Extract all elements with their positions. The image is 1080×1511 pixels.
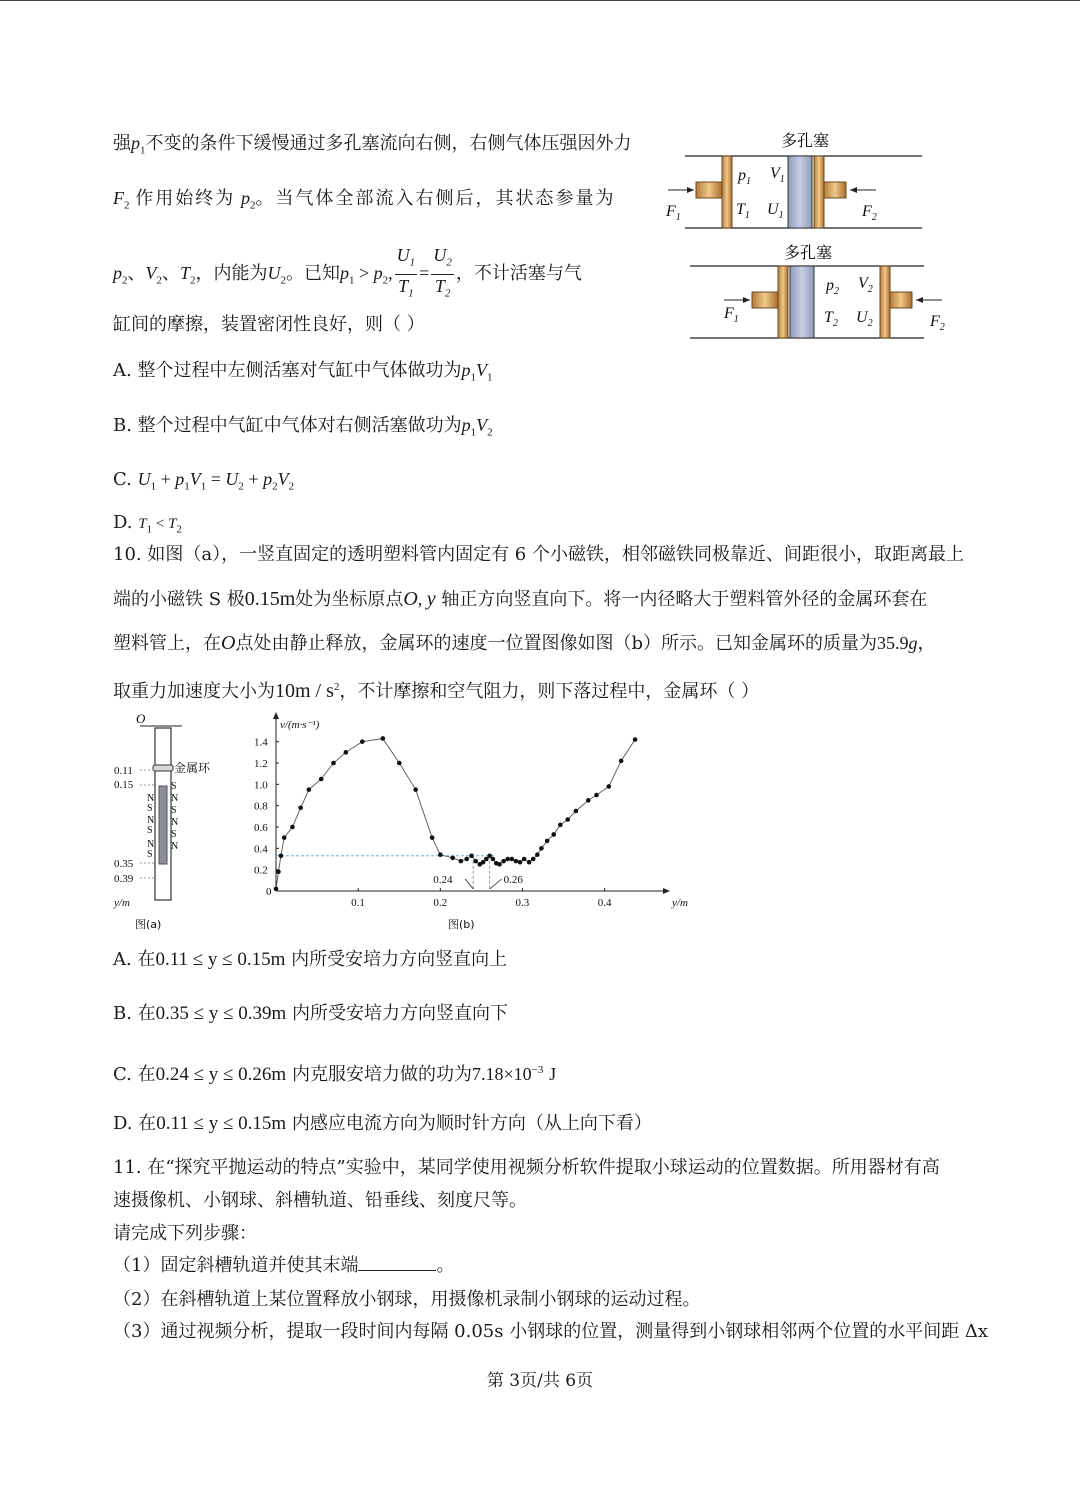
data-point — [360, 739, 365, 744]
svg-text:T1: $T_1$ — [736, 201, 750, 221]
pole-right: S — [171, 805, 177, 816]
q11-line2: 速摄像机、小钢球、斜槽轨道、铅垂线、刻度尺等。 — [113, 1190, 527, 1211]
data-point — [518, 860, 523, 865]
data-point — [397, 761, 402, 766]
tick-011: 0.11 — [114, 765, 133, 777]
data-point — [464, 857, 469, 862]
q9-line2: $F_2$ 作用始终为 $p_2$。当气体全部流入右侧后，其状态参量为 — [113, 188, 616, 212]
x-tick-label: 0.4 — [597, 897, 612, 909]
svg-text:T2: $T_2$ — [824, 309, 838, 329]
q10-line4: 取重力加速度大小为$10m / s^2$，不计摩擦和空气阻力，则下落过程中，金属环（ ） — [113, 680, 760, 702]
magnet-stack — [159, 786, 167, 864]
q11-step3: （3）通过视频分析，提取一段时间内每隔 0.05s 小钢球的位置，测量得到小钢球相邻两个位置的水平间距 Δx — [113, 1321, 989, 1342]
right-piston-rod-top — [824, 182, 846, 198]
data-point — [438, 852, 443, 857]
answer-blank[interactable] — [358, 1254, 436, 1271]
data-point — [527, 860, 532, 865]
y-tick-label: 1.2 — [254, 758, 268, 770]
data-point — [522, 857, 527, 862]
pole-right: N — [171, 793, 179, 804]
q10-line3: 塑料管上，在O点处由静止释放，金属环的速度一位置图像如图（b）所示。已知金属环的质量为35.9g， — [113, 632, 936, 654]
data-point — [514, 859, 519, 864]
q9-option-b: B. 整个过程中气缸中气体对右侧活塞做功为$p_1V_2$ — [113, 415, 493, 439]
svg-text:V1: $V_1$ — [770, 165, 785, 185]
annotation-024: 0.24 — [433, 874, 453, 886]
y-axis-label: v/(m·s⁻¹) — [280, 719, 320, 731]
svg-text:U1: $U_1$ — [767, 201, 784, 221]
q11-line3: 请完成下列步骤： — [113, 1223, 257, 1244]
data-point — [594, 793, 599, 798]
x-tick-label: 0.1 — [351, 897, 365, 909]
q9-figure — [660, 122, 960, 352]
data-point — [574, 809, 579, 814]
data-point — [413, 787, 418, 792]
data-point — [545, 839, 550, 844]
right-piston-rod-bottom — [890, 292, 912, 308]
q10-option-b: B. 在0.35 ≤ y ≤ 0.39m 内所受安培力方向竖直向下 — [113, 1003, 509, 1024]
origin-tick-label: 0 — [266, 886, 272, 898]
pole-right: S — [171, 781, 177, 792]
q9-line1: 强$p_1$不变的条件下缓慢通过多孔塞流向右侧，右侧气体压强因外力 — [113, 133, 632, 157]
pole-right: N — [171, 841, 179, 852]
data-point — [450, 856, 455, 861]
data-point — [469, 854, 474, 859]
annotation-arrow — [490, 879, 502, 889]
pole-left: S — [147, 803, 153, 814]
data-point — [565, 817, 570, 822]
data-point — [505, 857, 510, 862]
data-point — [298, 806, 303, 811]
data-point — [276, 870, 281, 875]
data-point — [344, 750, 349, 755]
svg-text:p2: $p_2$ — [826, 277, 839, 297]
y-tick-label: 0.4 — [254, 843, 268, 856]
y-tick-label: 1.4 — [254, 736, 268, 749]
svg-text:p1: $p_1$ — [738, 167, 751, 187]
data-point — [551, 832, 556, 837]
data-point — [381, 736, 386, 741]
data-point — [510, 857, 515, 862]
pole-left: N — [147, 839, 155, 850]
data-point — [497, 862, 502, 867]
data-point — [484, 857, 489, 862]
q10-figure-b-chart — [240, 708, 688, 936]
data-point — [319, 777, 324, 782]
svg-text:F1: $F_1$ — [724, 305, 739, 325]
chart-caption: 图(b) — [448, 918, 475, 931]
pole-left: N — [147, 815, 155, 826]
top-rule — [0, 0, 1080, 1]
x-axis-arrow — [663, 888, 670, 894]
svg-text:F2: $F_2$ — [862, 203, 877, 223]
left-piston-rod-bottom — [752, 292, 778, 308]
data-point — [430, 835, 435, 840]
q9-option-a: A. 整个过程中左侧活塞对气缸中气体做功为$p_1V_1$ — [113, 360, 493, 384]
data-point — [279, 854, 284, 859]
svg-text:V2: $V_2$ — [858, 275, 873, 295]
q9-option-c: C. $U_1 + p_1V_1 = U_2 + p_2V_2$ — [113, 469, 295, 493]
data-point — [501, 859, 506, 864]
tick-035: 0.35 — [114, 858, 134, 870]
left-piston-rod-top — [696, 182, 722, 198]
data-point — [473, 859, 478, 864]
data-point — [307, 787, 312, 792]
pole-left: S — [147, 825, 153, 836]
caption-a: 图(a) — [135, 918, 162, 931]
q10-line2: 端的小磁铁 S 极0.15m处为坐标原点O, y 轴正方向竖直向下。将一内径略大于塑料管外径的金属环套在 — [113, 588, 928, 610]
annotation-026: 0.26 — [503, 874, 523, 886]
data-point — [535, 852, 540, 857]
pole-right: N — [171, 817, 179, 828]
data-point — [290, 825, 295, 830]
q9-line4: 缸间的摩擦，装置密闭性良好，则（ ） — [113, 314, 425, 335]
data-point — [331, 761, 336, 766]
data-point — [607, 784, 612, 789]
origin-label: O — [136, 711, 146, 726]
metal-ring — [153, 765, 173, 771]
q9-option-d: D. $T_1 < T_2$ — [113, 512, 182, 536]
svg-text:F2: $F_2$ — [930, 313, 945, 333]
data-point — [481, 860, 486, 865]
y-axis-arrow — [273, 712, 279, 719]
tick-015: 0.15 — [114, 779, 134, 791]
x-axis-label: y/m — [672, 897, 688, 909]
page-footer: 第 3页/共 6页 — [486, 1371, 594, 1391]
plug-label-bottom: 多孔塞 — [783, 243, 833, 262]
data-point — [491, 857, 496, 862]
data-point — [459, 859, 464, 864]
porous-plug-bottom — [790, 266, 814, 338]
svg-text:F1: $F_1$ — [666, 203, 681, 223]
q11-step2: （2）在斜槽轨道上某位置释放小钢球，用摄像机录制小钢球的运动过程。 — [113, 1289, 701, 1310]
q10-option-c: C. 在0.24 ≤ y ≤ 0.26m 内克服安培力做的功为$7.18\times 10^{-3}$ J — [113, 1064, 557, 1085]
velocity-curve — [276, 739, 635, 889]
y-tick-label: 0.6 — [254, 822, 268, 834]
pole-left: N — [147, 793, 155, 804]
pole-left: S — [147, 849, 153, 860]
svg-text:U2: $U_2$ — [856, 309, 873, 329]
q10-option-a: A. 在0.11 ≤ y ≤ 0.15m 内所受安培力方向竖直向上 — [113, 949, 508, 970]
y-tick-label: 0.2 — [254, 864, 268, 877]
data-point — [619, 759, 624, 764]
q9-line3: $p_2$、$V_2$、$T_2$，内能为$U_2$。已知$p_1 > p_2$, $\frac{U_1}{T_1}$ = $\frac{U_2}{T_2}$ ，不计活塞与气 — [113, 245, 582, 300]
data-point — [586, 798, 591, 803]
porous-plug-top — [788, 156, 812, 228]
y-tick-label: 0.8 — [254, 800, 268, 813]
data-point — [487, 854, 492, 859]
ring-label: 金属环 — [174, 761, 211, 775]
y-tick-label: 1.0 — [254, 779, 268, 792]
data-point — [274, 887, 279, 892]
data-point — [539, 846, 544, 851]
plug-label-top: 多孔塞 — [780, 131, 830, 150]
q11-line1: 11. 在“探究平抛运动的特点”实验中，某同学使用视频分析软件提取小球运动的位置数据。所用器材有高 — [113, 1157, 940, 1178]
q10-option-d: D. 在0.11 ≤ y ≤ 0.15m 内感应电流方向为顺时针方向（从上向下看） — [113, 1113, 652, 1134]
data-point — [558, 823, 563, 828]
data-point — [531, 857, 536, 862]
axis-label-y: y/m — [114, 897, 130, 909]
annotation-arrow — [465, 879, 473, 889]
pole-right: S — [171, 829, 177, 840]
x-tick-label: 0.3 — [515, 897, 530, 909]
data-point — [633, 737, 638, 742]
data-point — [282, 835, 287, 840]
tick-039: 0.39 — [114, 873, 134, 885]
x-tick-label: 0.2 — [433, 897, 448, 909]
q11-step1: （1）固定斜槽轨道并使其末端 。 — [113, 1255, 455, 1276]
q10-line1: 10. 如图（a），一竖直固定的透明塑料管内固定有 6 个小磁铁，相邻磁铁同极靠近、间距很小，取距离最上 — [113, 544, 964, 565]
q10-figure-a — [110, 708, 230, 936]
